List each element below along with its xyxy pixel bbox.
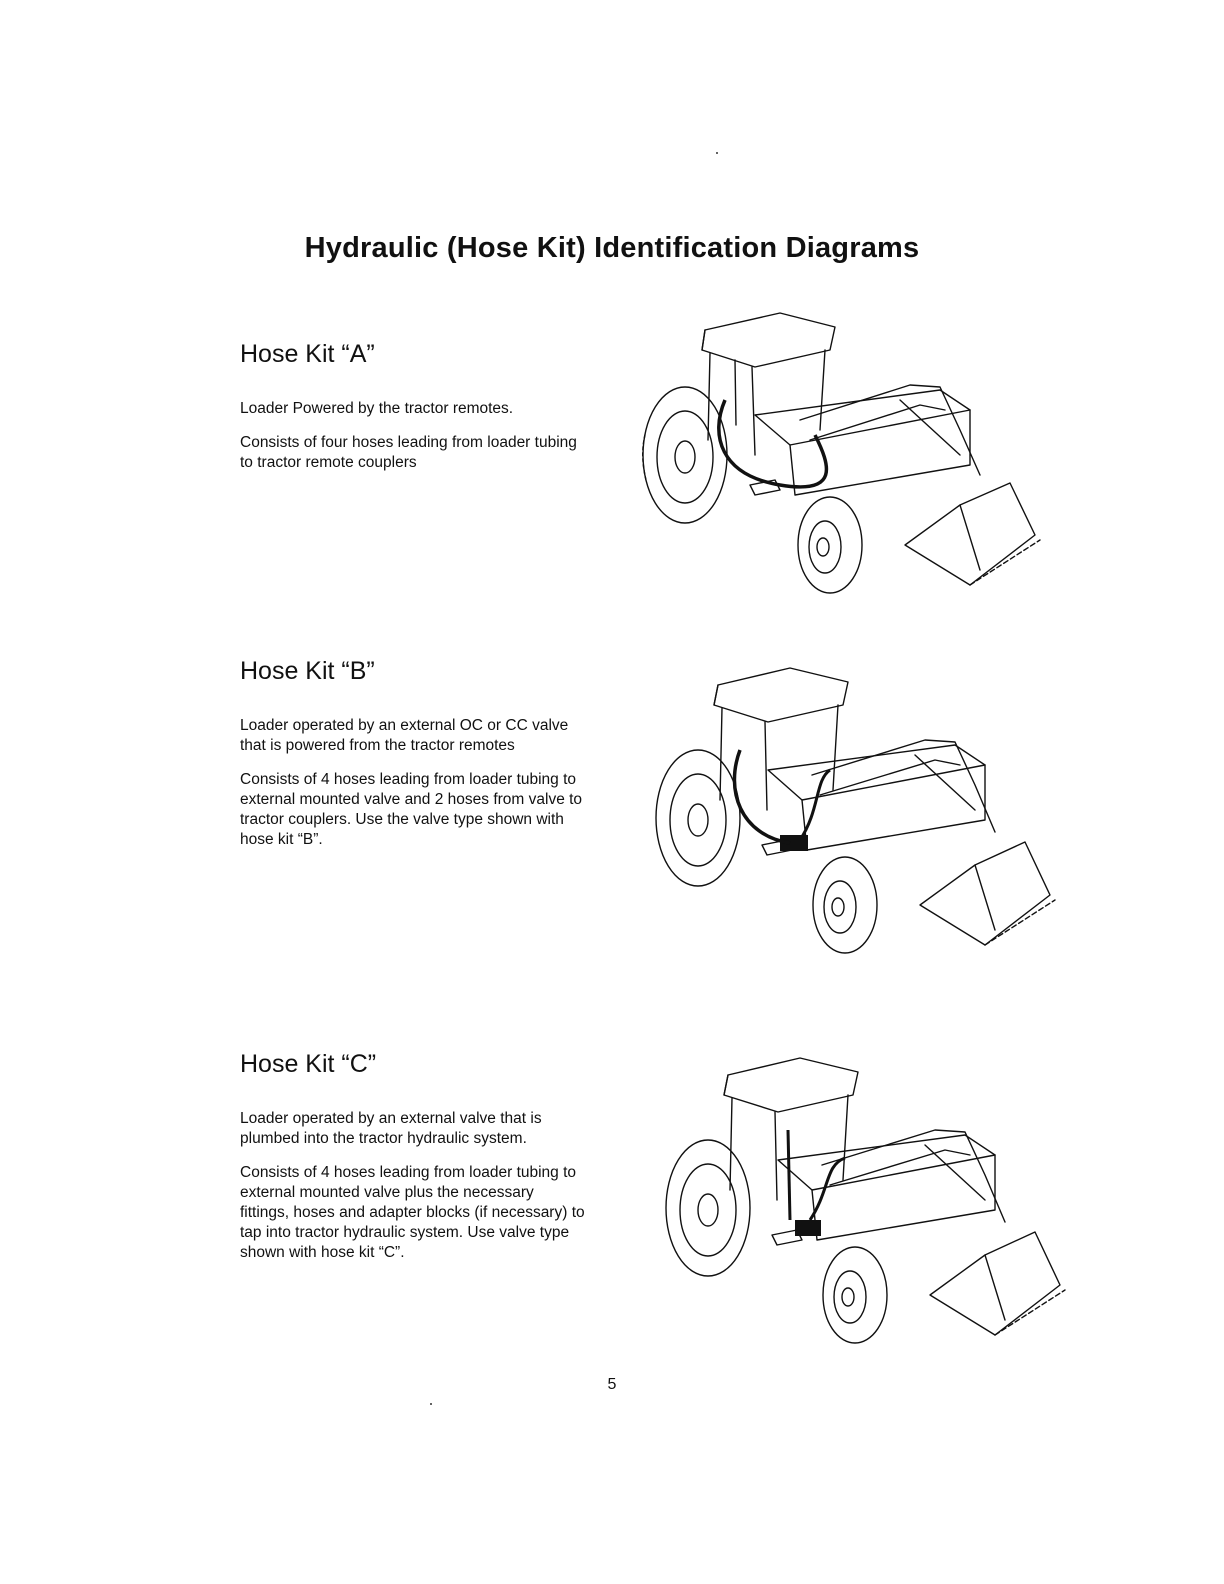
scan-speck <box>430 1403 432 1405</box>
hose-kit-b-heading: Hose Kit “B” <box>240 657 375 685</box>
tractor-loader-plumbed-valve-illustration <box>660 1050 1070 1350</box>
page-number: 5 <box>607 1376 617 1393</box>
tractor-loader-valve-illustration <box>650 660 1060 960</box>
hose-kit-a-description: Loader Powered by the tractor remotes. <box>240 400 514 417</box>
scan-speck <box>716 152 718 154</box>
hose-kit-b-section <box>240 657 590 864</box>
hose-kit-a-contents: Consists of four hoses leading from loader tubing to tractor remote couplers <box>240 434 577 471</box>
hose-kit-a-heading: Hose Kit “A” <box>240 340 375 368</box>
hose-kit-c-section <box>240 1050 585 1277</box>
hose-kit-b-contents: Consists of 4 hoses leading from loader tubing to external mounted valve and 2 hoses from valve to tractor couplers. Use the valve type shown with hose kit “B”. <box>240 771 583 848</box>
hose-kit-c-heading: Hose Kit “C” <box>240 1050 377 1078</box>
hose-kit-a-section <box>240 340 590 487</box>
tractor-loader-illustration <box>640 305 1050 605</box>
hose-kit-c-description: Loader operated by an external valve that is plumbed into the tractor hydraulic system. <box>240 1110 542 1147</box>
page-title: Hydraulic (Hose Kit) Identification Diagrams <box>304 232 920 264</box>
hose-kit-c-contents: Consists of 4 hoses leading from loader tubing to external mounted valve plus the necessary fittings, hoses and adapter blocks (if necessary) to tap into tractor hydraulic system. Use valve type shown with hose kit “C”. <box>240 1164 585 1261</box>
hose-kit-b-description: Loader operated by an external OC or CC valve that is powered from the tractor remotes <box>240 717 569 754</box>
